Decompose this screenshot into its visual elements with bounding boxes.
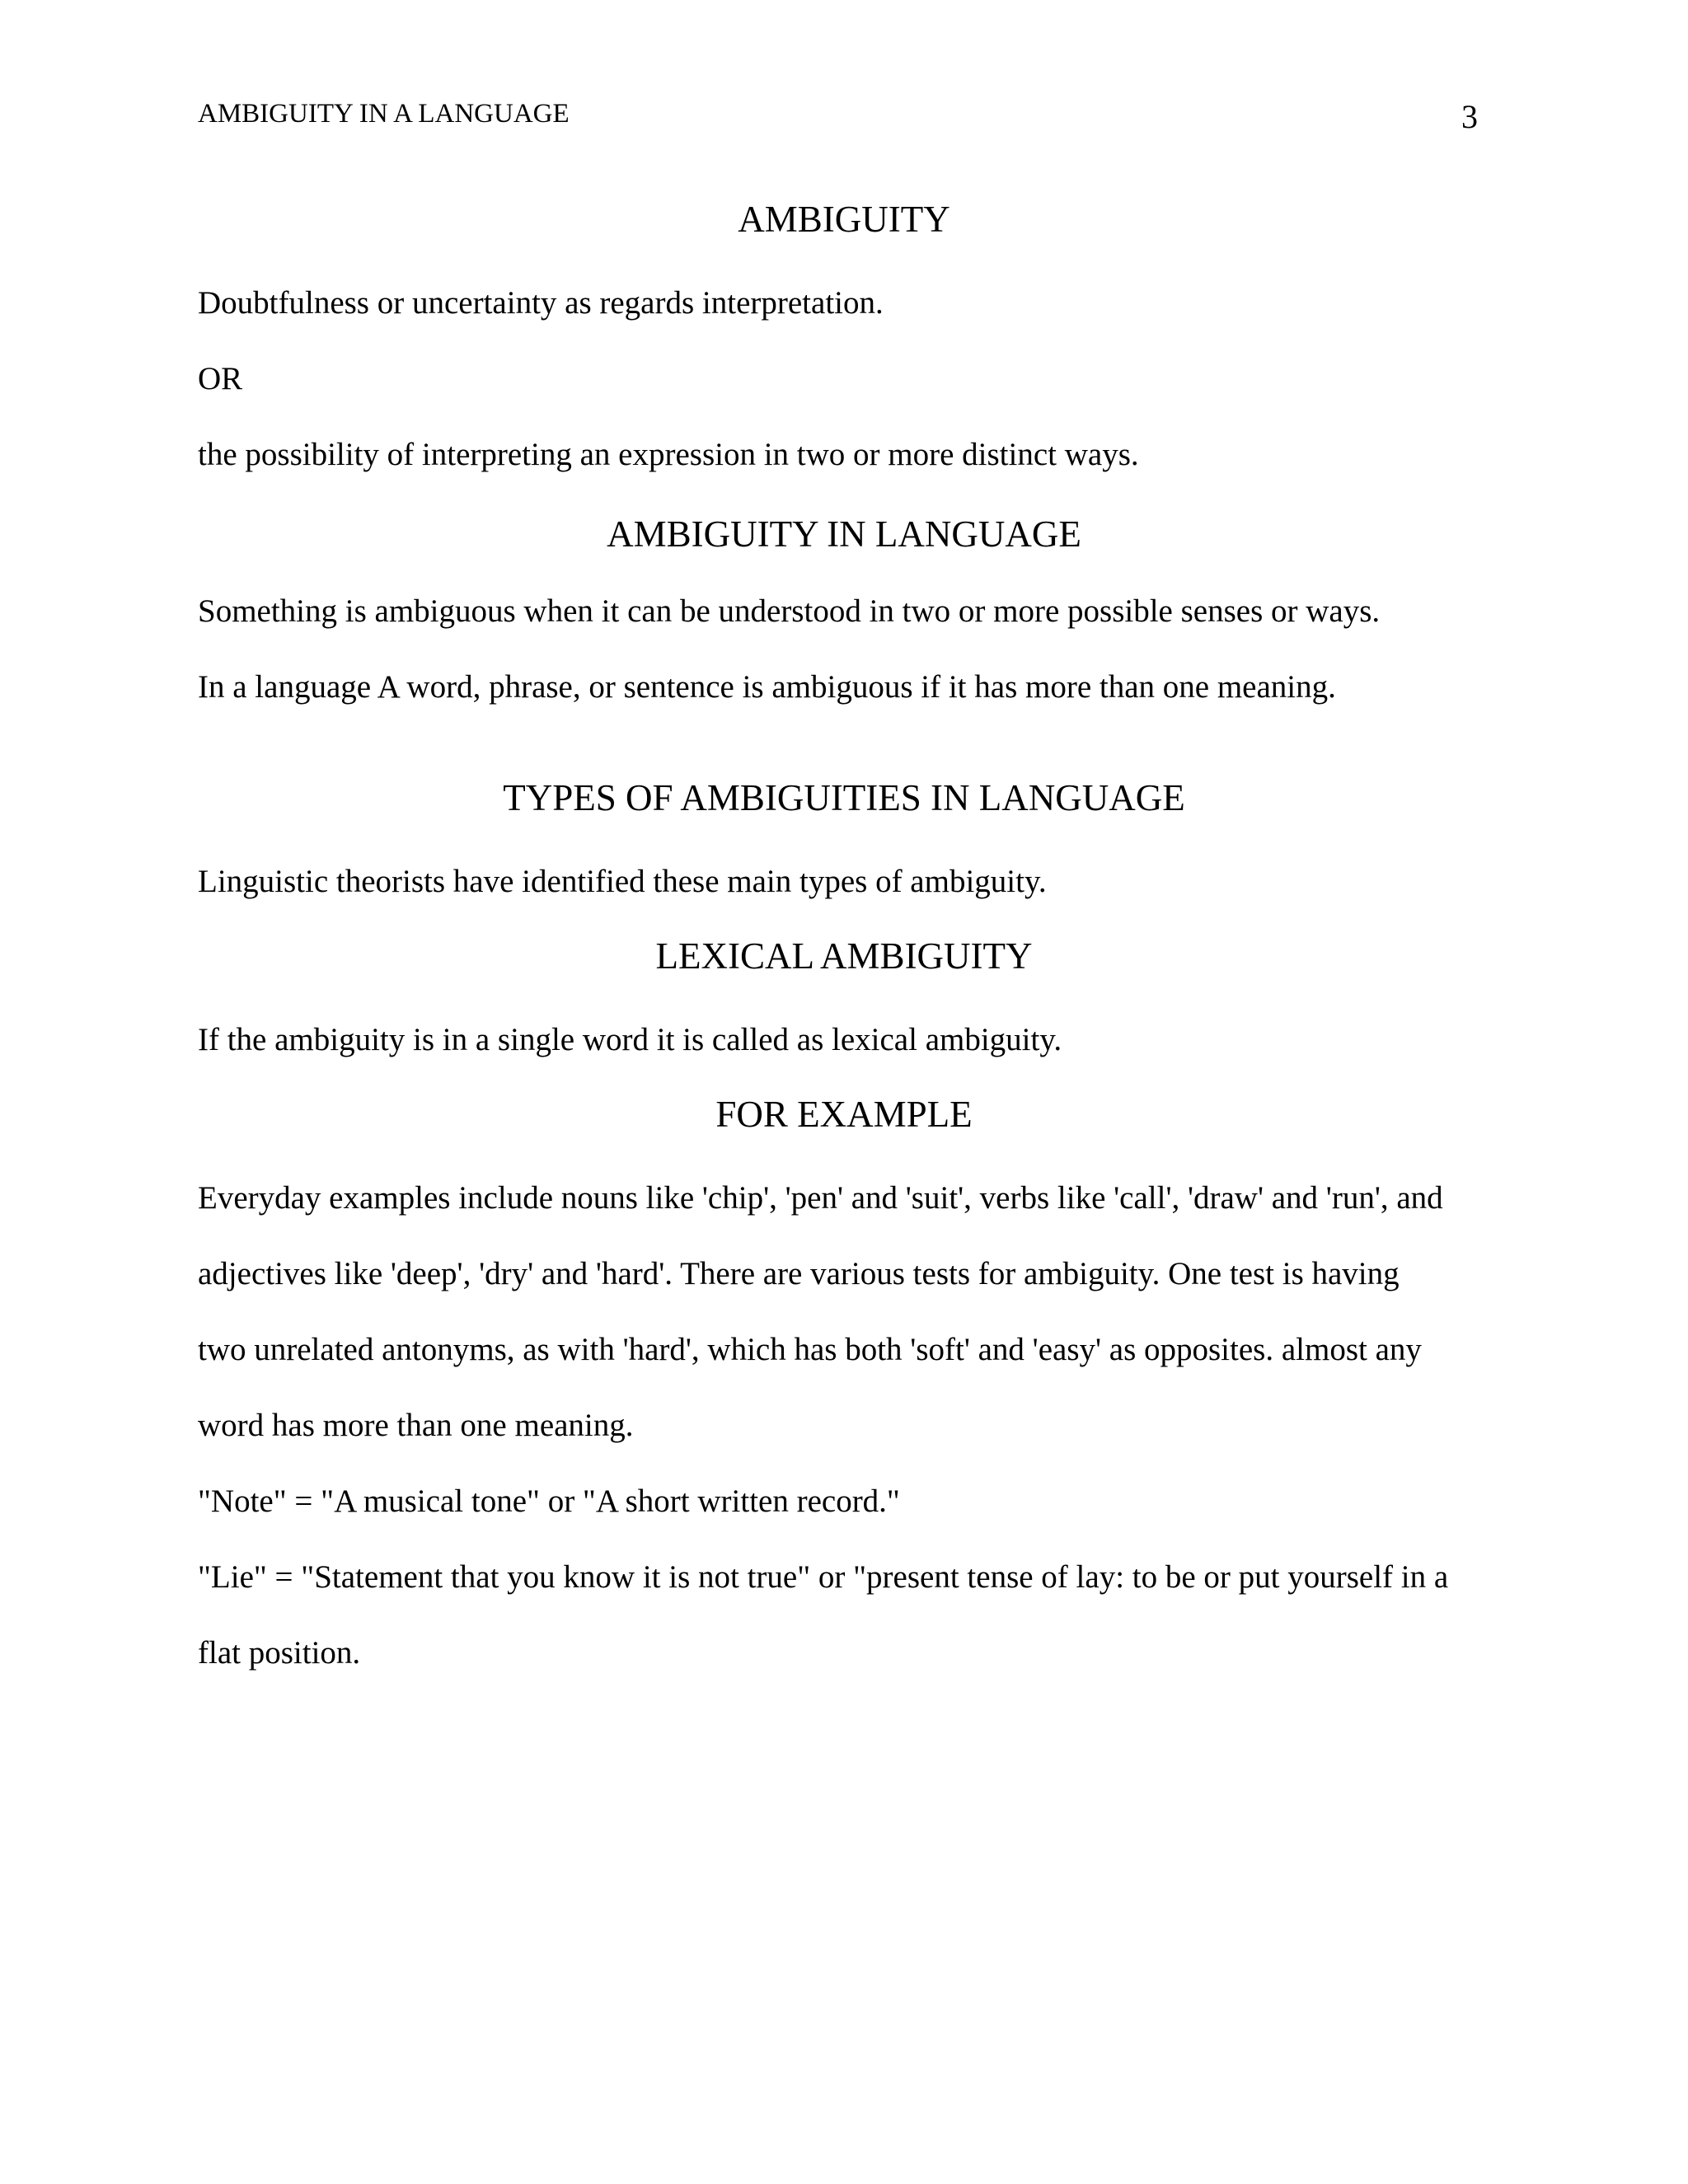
heading-lexical-ambiguity: LEXICAL AMBIGUITY: [655, 935, 1033, 977]
running-head: AMBIGUITY IN A LANGUAGE: [198, 99, 570, 129]
heading-for-example: FOR EXAMPLE: [715, 1094, 973, 1135]
example-lie-line-1: "Lie" = "Statement that you know it is not true" or "present tense of lay: to be or put yourself in a: [198, 1559, 1449, 1595]
example-line-1: Everyday examples include nouns like 'chip', 'pen' and 'suit', verbs like 'call', 'draw' and 'run', and: [198, 1180, 1443, 1216]
definition-line-1: Doubtfulness or uncertainty as regards interpretation.: [198, 285, 884, 321]
heading-ambiguity-in-language: AMBIGUITY IN LANGUAGE: [607, 513, 1081, 555]
language-line-2: In a language A word, phrase, or sentence is ambiguous if it has more than one meaning.: [198, 669, 1336, 705]
heading-types-of-ambiguities: TYPES OF AMBIGUITIES IN LANGUAGE: [503, 777, 1185, 818]
language-line-1: Something is ambiguous when it can be understood in two or more possible senses or ways.: [198, 593, 1381, 629]
example-line-4: word has more than one meaning.: [198, 1408, 634, 1443]
definition-line-2: the possibility of interpreting an expression in two or more distinct ways.: [198, 437, 1139, 472]
definition-or: OR: [198, 361, 243, 396]
example-lie-line-2: flat position.: [198, 1635, 361, 1671]
page-number: 3: [1461, 98, 1478, 135]
lexical-line-1: If the ambiguity is in a single word it is called as lexical ambiguity.: [198, 1022, 1062, 1057]
example-note: "Note" = "A musical tone" or "A short written record.": [198, 1483, 900, 1519]
example-line-2: adjectives like 'deep', 'dry' and 'hard'. There are various tests for ambiguity. One test is having: [198, 1256, 1400, 1291]
types-line-1: Linguistic theorists have identified these main types of ambiguity.: [198, 864, 1047, 899]
example-line-3: two unrelated antonyms, as with 'hard', which has both 'soft' and 'easy' as opposites. almost any: [198, 1332, 1422, 1367]
heading-ambiguity: AMBIGUITY: [738, 199, 950, 240]
